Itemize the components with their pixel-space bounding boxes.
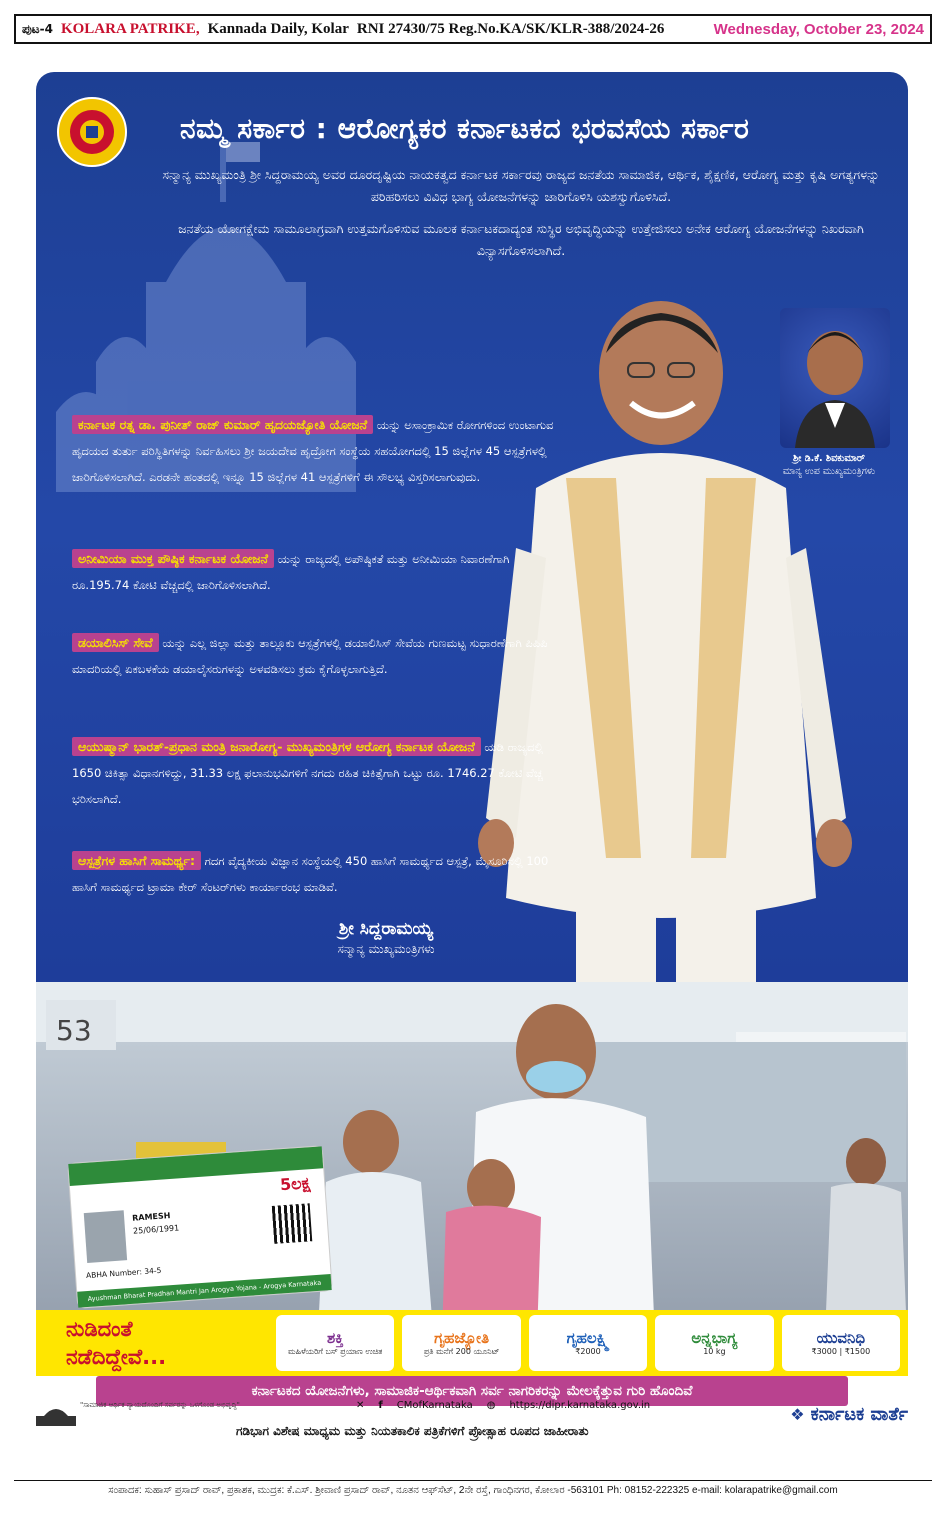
deputy-cm-photo (780, 308, 890, 448)
emblem-mark-icon: ❖ (790, 1405, 805, 1424)
card-name: RAMESH (131, 1211, 171, 1223)
scheme-title: ಆಯುಷ್ಮಾನ್ ಭಾರತ್-ಪ್ರಧಾನ ಮಂತ್ರಿ ಜನಾರೋಗ್ಯ- ಮುಖ್ಯಮಂತ್ರಿಗಳ ಆರೋಗ್ಯ ಕರ್ನಾಟಕ ಯೋಜನೆ (72, 737, 481, 756)
slogan (36, 1315, 276, 1371)
globe-icon: ◍ (486, 1400, 496, 1411)
ad-headline: ನಮ್ಮ ಸರ್ಕಾರ : ಆರೋಗ್ಯಕರ ಕರ್ನಾಟಕದ ಭರವಸೆಯ ಸರ್ಕಾರ (180, 112, 750, 145)
masthead (14, 14, 932, 44)
card-dob: 25/06/1991 (132, 1223, 180, 1236)
page-number: ಪುಟ-4 (22, 21, 53, 36)
gruha-jyothi-logo: ಗೃಹಜ್ಯೋತಿ ಪ್ರತಿ ಮನೆಗೆ 200 ಯೂನಿಟ್ (402, 1315, 520, 1371)
scheme-title: ಆಸ್ಪತ್ರೆಗಳ ಹಾಸಿಗೆ ಸಾಮರ್ಥ್ಯ: (72, 851, 201, 870)
social-handle[interactable]: CMofKarnataka (396, 1400, 473, 1411)
scheme-title: ಅನೀಮಿಯಾ ಮುಕ್ತ ಪೌಷ್ಠಿಕ ಕರ್ನಾಟಕ ಯೋಜನೆ (72, 549, 274, 568)
qr-code-icon (272, 1203, 313, 1244)
signature-block (286, 919, 486, 957)
cm-title: ಸನ್ಮಾನ್ಯ ಮುಖ್ಯಮಂತ್ರಿಗಳು (337, 942, 435, 956)
paper-name: KOLARA PATRIKE, (60, 20, 200, 37)
intro-text (146, 164, 896, 272)
scheme-body: ಯಡಿ ರಾಜ್ಯದಲ್ಲಿ 1650 ಚಿಕಿತ್ಸಾ ವಿಧಾನಗಳಿದ್ದು, 31.33 ಲಕ್ಷ ಫಲಾನುಭವಿಗಳಿಗೆ ನಗದು ರಹಿತ ಚಿಕಿತ್ಸೆಗಾಗಿ ಒಟ್ಟು ರೂ. 1746.27 ಕೋಟಿ ವೆಚ್ಚ ಭರಿಸಲಾಗಿದೆ. (72, 740, 544, 806)
slogan-line-1: ನುಡಿದಂತೆ (66, 1317, 133, 1341)
karnataka-varthe-logo: ❖ ಕರ್ನಾಟಕ ವಾರ್ತೆ (790, 1404, 908, 1425)
footer-quote: "ಸಾಮಾಜಿಕ ಆರ್ಥಿಕ ನ್ಯಾಯದೊಂದಿಗೆ ಸರ್ವರನ್ನು ಒಳಗೊಂಡ ಅಭಿವೃದ್ಧಿ" (80, 1401, 240, 1409)
scheme-block (72, 546, 562, 598)
anna-bhagya-logo: ಅನ್ನಭಾಗ್ಯ 10 kg (655, 1315, 773, 1371)
issue-date: Wednesday, October 23, 2024 (713, 20, 924, 38)
footer-note: ಗಡಿಭಾಗ ವಿಶೇಷ ಮಾಧ್ಯಮ ಮತ್ತು ನಿಯತಕಾಲಿಕ ಪತ್ರಿಕೆಗಳಿಗೆ ಪ್ರೋತ್ಸಾಹ ರೂಪದ ಜಾಹೀರಾತು (236, 1424, 589, 1438)
vidhana-soudha-small-icon (36, 1400, 76, 1426)
paper-tagline: Kannada Daily, Kolar (207, 20, 349, 37)
bottom-strip: ಕರ್ನಾಟಕದ ಯೋಜನೆಗಳು, ಸಾಮಾಜಿಕ-ಆರ್ಥಿಕವಾಗಿ ಸರ್ವ ನಾಗರಿಕರನ್ನು ಮೇಲಕ್ಕೆತ್ತುವ ಗುರಿ ಹೊಂದಿವೆ (96, 1376, 848, 1406)
deputy-cm-caption (754, 452, 904, 478)
advertisement (36, 72, 908, 1399)
x-icon: ✕ (356, 1400, 365, 1411)
scheme-block (72, 734, 562, 812)
facebook-icon: f (378, 1400, 383, 1411)
scheme-body: ಯನ್ನು ಎಲ್ಲ ಜಿಲ್ಲಾ ಮತ್ತು ತಾಲ್ಲೂಕು ಆಸ್ಪತ್ರೆಗಳಲ್ಲಿ ಡಯಾಲಿಸಿಸ್ ಸೇವೆಯ ಗುಣಮಟ್ಟ ಸುಧಾರಣೆಗಾಗಿ ಪಿಪಿಪಿ ಮಾದರಿಯಲ್ಲಿ ಏಕಬಳಕೆಯ ಡಯಾಲೈಸರುಗಳನ್ನು ಅಳವಡಿಸಲು ಕ್ರಮ ಕೈಗೊಳ್ಳಲಾಗುತ್ತಿದೆ. (72, 636, 548, 676)
scheme-title: ಡಯಾಲಿಸಿಸ್ ಸೇವೆ (72, 633, 159, 652)
shakti-logo: ಶಕ್ತಿ ಮಹಿಳೆಯರಿಗೆ ಬಸ್ ಪ್ರಯಾಣ ಉಚಿತ (276, 1315, 394, 1371)
guarantee-banner (36, 1310, 908, 1376)
scheme-block (72, 630, 562, 682)
guarantee-logos (276, 1315, 908, 1371)
rni-number: RNI 27430/75 Reg.No.KA/SK/KLR-388/2024-26 (356, 20, 665, 37)
scheme-block (72, 848, 562, 900)
card-footer: Ayushman Bharat Pradhan Mantri Jan Arogya Yojana - Arogya Karnataka (77, 1274, 331, 1308)
cm-name: ಶ್ರೀ ಸಿದ್ದರಾಮಯ್ಯ (338, 919, 434, 939)
ayushman-card (67, 1145, 333, 1309)
card-photo (84, 1210, 127, 1263)
deputy-cm-name: ಶ್ರೀ ಡಿ.ಕೆ. ಶಿವಕುಮಾರ್ (793, 453, 865, 464)
scheme-title: ಕರ್ನಾಟಕ ರತ್ನ ಡಾ. ಪುನೀತ್ ರಾಜ್ ಕುಮಾರ್ ಹೃದಯಜ್ಯೋತಿ ಯೋಜನೆ (72, 415, 373, 434)
karnataka-emblem-icon (56, 96, 128, 168)
card-abha: ABHA Number: 34-5 (85, 1265, 162, 1281)
scheme-body: ಯನ್ನು ರಾಜ್ಯದಲ್ಲಿ ಅಪೌಷ್ಠಿಕತೆ ಮತ್ತು ಅನೀಮಿಯಾ ನಿವಾರಣೆಗಾಗಿ ರೂ.195.74 ಕೋಟಿ ವೆಚ್ಚದಲ್ಲಿ ಜಾರಿಗೊಳಿಸಲಾಗಿದೆ. (72, 552, 510, 592)
gruha-lakshmi-logo: ಗೃಹಲಕ್ಷ್ಮಿ ₹2000 (529, 1315, 647, 1371)
scheme-body: ಯನ್ನು ಅಸಾಂಕ್ರಾಮಿಕ ರೋಗಗಳಿಂದ ಉಂಟಾಗುವ ಹೃದಯದ ತುರ್ತು ಪರಿಸ್ಥಿತಿಗಳನ್ನು ನಿರ್ವಹಿಸಲು ಶ್ರೀ ಜಯದೇವ ಹೃದ್ರೋಗ ಸಂಸ್ಥೆಯ ಸಹಯೋಗದಲ್ಲಿ 15 ಜಿಲ್ಲೆಗಳ 45 ಆಸ್ಪತ್ರೆಗಳಲ್ಲಿ ಜಾರಿಗೊಳಿಸಲಾಗಿದೆ. ಎರಡನೇ ಹಂತದಲ್ಲಿ ಇನ್ನೂ 15 ಜಿಲ್ಲೆಗಳ 41 ಆಸ್ಪತ್ರೆಗಳಿಗೆ ಈ ಸೌಲಭ್ಯ ವಿಸ್ತರಿಸಲಾಗುವುದು. (72, 418, 554, 484)
ward-number: 53 (56, 1014, 92, 1047)
deputy-cm-title: ಮಾನ್ಯ ಉಪ ಮುಖ್ಯಮಂತ್ರಿಗಳು (782, 466, 876, 477)
scheme-body: ಗದಗ ವೈದ್ಯಕೀಯ ವಿಜ್ಞಾನ ಸಂಸ್ಥೆಯಲ್ಲಿ 450 ಹಾಸಿಗೆ ಸಾಮರ್ಥ್ಯದ ಆಸ್ಪತ್ರೆ, ಮೈಸೂರಿನಲ್ಲಿ 100 ಹಾಸಿಗೆ ಸಾಮರ್ಥ್ಯದ ಟ್ರಾಮಾ ಕೇರ್ ಸೆಂಟರ್‌ಗಳು ಕಾರ್ಯಾರಂಭ ಮಾಡಿವೆ. (72, 854, 549, 894)
card-amount: 5ಲಕ್ಷ (279, 1173, 311, 1195)
social-links (356, 1400, 650, 1411)
ad-footer (36, 1380, 908, 1446)
slogan-line-2: ನಡೆದಿದ್ದೇವೆ... (66, 1345, 167, 1369)
intro-paragraph-2: ಜನತೆಯ ಯೋಗಕ್ಷೇಮ ಸಾಮೂಲಾಗ್ರವಾಗಿ ಉತ್ತಮಗೊಳಿಸುವ ಮೂಲಕ ಕರ್ನಾಟಕದಾದ್ಯಂತ ಸುಸ್ಥಿರ ಅಭಿವೃದ್ಧಿಯನ್ನು ಉತ್ತೇಜಿಸಲು ಅನೇಕ ಆರೋಗ್ಯ ಯೋಜನೆಗಳನ್ನು ನಿಖರವಾಗಿ ವಿನ್ಯಾಸಗೊಳಿಸಲಾಗಿದೆ. (178, 221, 864, 258)
yuva-nidhi-logo: ಯುವನಿಧಿ ₹3000 | ₹1500 (782, 1315, 900, 1371)
intro-paragraph-1: ಸನ್ಮಾನ್ಯ ಮುಖ್ಯಮಂತ್ರಿ ಶ್ರೀ ಸಿದ್ದರಾಮಯ್ಯ ಅವರ ದೂರದೃಷ್ಟಿಯ ನಾಯಕತ್ವದ ಕರ್ನಾಟಕ ಸರ್ಕಾರವು ರಾಜ್ಯದ ಜನತೆಯ ಸಾಮಾಜಿಕ, ಆರ್ಥಿಕ, ಶೈಕ್ಷಣಿಕ, ಆರೋಗ್ಯ ಮತ್ತು ಕೃಷಿ ಅಗತ್ಯಗಳನ್ನು ಪರಿಹರಿಸಲು ವಿವಿಧ ಭಾಗ್ಯ ಯೋಜನೆಗಳನ್ನು ಜಾರಿಗೊಳಿಸಿ ಯಶಸ್ವುಗೊಳಿಸಿದೆ. (162, 167, 880, 204)
website-link[interactable]: https://dipr.karnataka.gov.in (509, 1400, 651, 1411)
scheme-block (72, 412, 562, 490)
imprint-line: ಸಂಪಾದಕ: ಸುಹಾಸ್ ಪ್ರಸಾದ್ ರಾವ್, ಪ್ರಕಾಶಕ, ಮುದ್ರಕ: ಕೆ.ಎಸ್. ಶ್ರೀವಾಣಿ ಪ್ರಸಾದ್ ರಾವ್, ನೂತನ ಆಫ್‌ಸೆಟ್, 2ನೇ ರಸ್ತೆ, ಗಾಂಧಿನಗರ, ಕೋಲಾರ -563101 Ph: 08152-222325 e-mail: kolarapatrike@gmail.com (14, 1480, 932, 1496)
